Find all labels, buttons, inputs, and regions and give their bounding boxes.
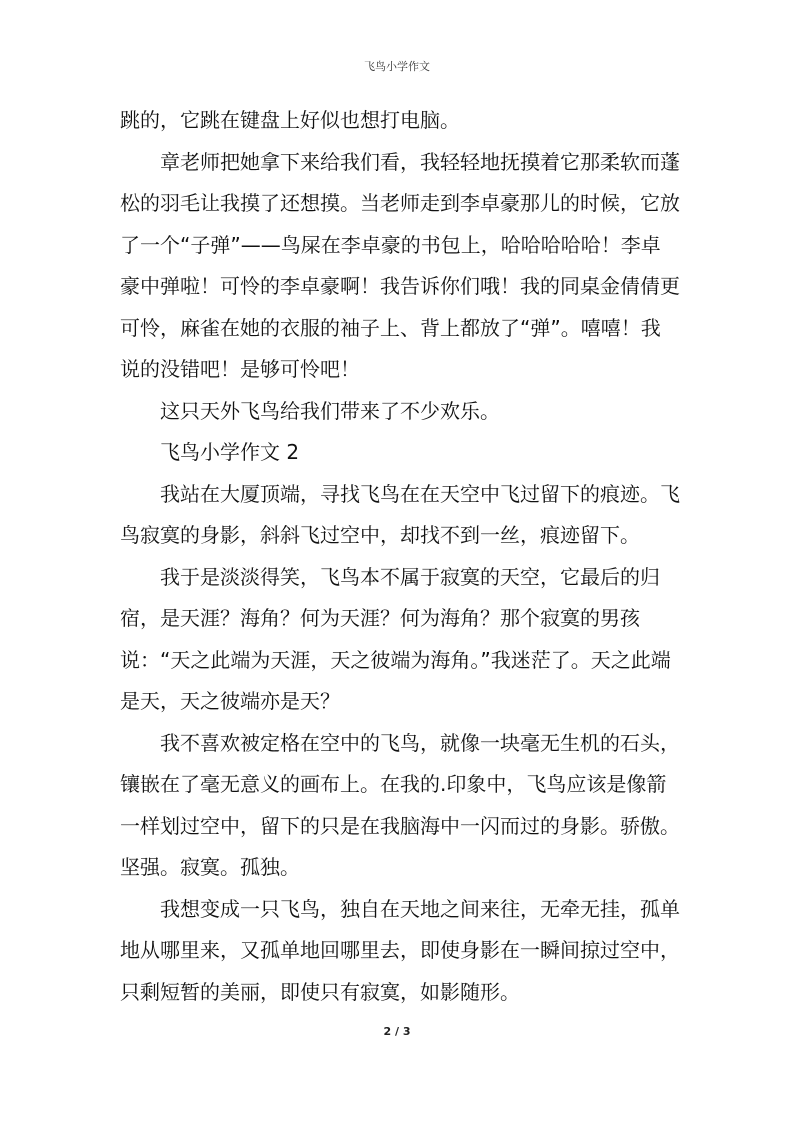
paragraph: 我想变成一只飞鸟，独自在天地之间来往，无牵无挂，孤单地从哪里来，又孤单地回哪里去，即使身影在一瞬间掠过空中，只剩短暂的美丽，即使只有寂寞，如影随形。 xyxy=(120,896,680,1004)
paragraph: 跳的，它跳在键盘上好似也想打电脑。 xyxy=(120,108,460,132)
page-number: 2 / 3 xyxy=(383,1025,411,1038)
paragraph: 我于是淡淡得笑，飞鸟本不属于寂寞的天空，它最后的归宿，是天涯？海角？何为天涯？何为海角？那个寂寞的男孩说：“天之此端为天涯，天之彼端为海角。”我迷茫了。天之此端是天，天之彼端亦是天？ xyxy=(120,564,671,713)
section-heading: 飞鸟小学作文 2 xyxy=(160,440,300,464)
paragraph: 我站在大厦顶端，寻找飞鸟在在天空中飞过留下的痕迹。飞鸟寂寞的身影，斜斜飞过空中，却找不到一丝，痕迹留下。 xyxy=(120,481,680,547)
page-header: 飞鸟小学作文 xyxy=(364,60,430,73)
paragraph: 章老师把她拿下来给我们看，我轻轻地抚摸着它那柔软而蓬松的羽毛让我摸了还想摸。当老师走到李卓豪那儿的时候，它放了一个“子弹”——鸟屎在李卓豪的书包上，哈哈哈哈哈！李卓豪中弹啦！可怜的李卓豪啊！我告诉你们哦！我的同桌金倩倩更可怜，麻雀在她的衣服的袖子上、背上都放了“弹”。嘻嘻！我说的没错吧！是够可怜吧！ xyxy=(120,149,680,381)
document-body xyxy=(120,100,680,1013)
paragraph: 这只天外飞鸟给我们带来了不少欢乐。 xyxy=(160,398,500,423)
paragraph: 我不喜欢被定格在空中的飞鸟，就像一块毫无生机的石头，镶嵌在了毫无意义的画布上。在我的.印象中，飞鸟应该是像箭一样划过空中，留下的只是在我脑海中一闪而过的身影。骄傲。坚强。寂寞。孤独。 xyxy=(120,730,680,879)
